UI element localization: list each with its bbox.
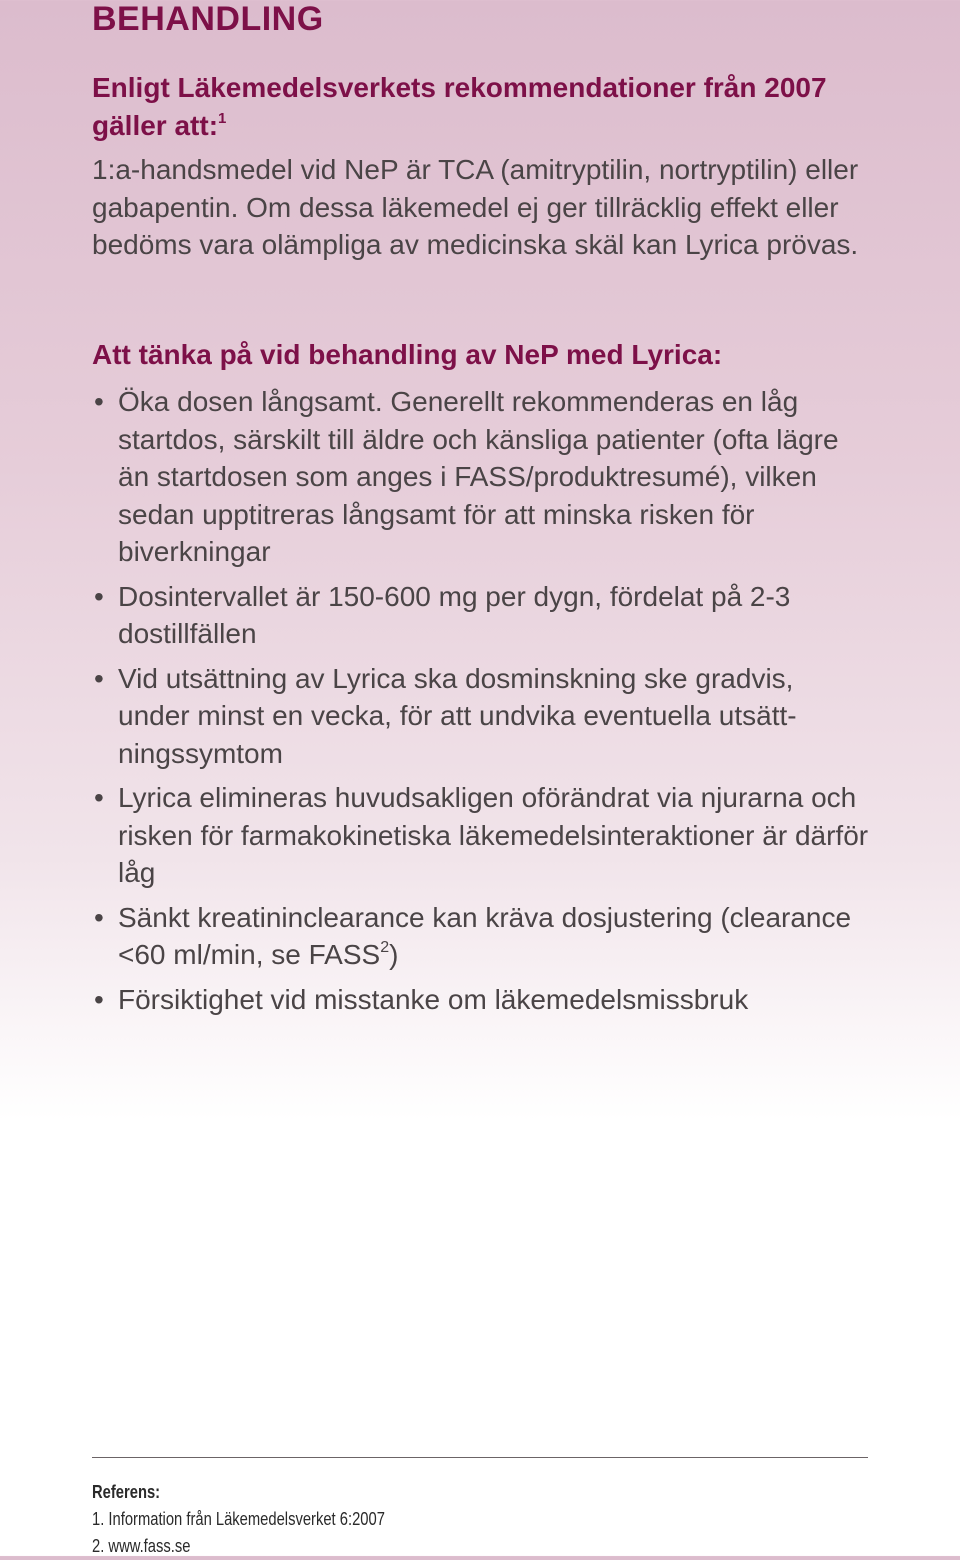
bullet-icon: •	[94, 662, 104, 694]
references	[92, 1479, 385, 1560]
list-item	[92, 383, 872, 571]
reference-item: 2. www.fass.se	[92, 1536, 191, 1556]
page-title: BEHANDLING	[92, 0, 324, 38]
list-item-text: Lyrica elimineras huvudsakligen oförändrat via njurarna och risken för farmakokinetiska läkemedelsinteraktioner är därför låg	[118, 782, 869, 888]
list-item-text-tail: )	[389, 939, 399, 970]
list-item	[92, 899, 872, 974]
list-item-text: Öka dosen långsamt. Generellt rekommenderas en låg startdos, särskilt till äldre och känsliga patienter (ofta lägre än startdosen som anges i FASS/produktresumé), vilken sedan upptitreras långsamt för att minska risken för biverkningar	[118, 386, 839, 567]
recommendations-heading	[92, 69, 852, 145]
footnote-ref-1: 1	[218, 110, 227, 127]
considerations-heading: Att tänka på vid behandling av NeP med Lyrica:	[92, 339, 723, 370]
list-item	[92, 981, 872, 1019]
reference-item: 1. Information från Läkemedelsverket 6:2007	[92, 1509, 385, 1529]
references-divider	[92, 1457, 868, 1458]
list-item-text: Vid utsättning av Lyrica ska dosminskning ske gradvis, under minst en vecka, för att undvika eventuella utsätt-ningssymtom	[118, 662, 797, 769]
references-title: Referens:	[92, 1482, 161, 1502]
list-item	[92, 660, 872, 773]
considerations-list	[92, 383, 872, 1025]
list-item-text: Sänkt kreatininclearance kan kräva dosjustering (clearance <60 ml/min, se FASS	[118, 901, 852, 970]
list-item	[92, 779, 872, 892]
bullet-icon: •	[94, 983, 104, 1015]
footnote-ref-2: 2	[380, 939, 390, 956]
bullet-icon: •	[94, 901, 104, 933]
list-item-text: Dosintervallet är 150-600 mg per dygn, fördelat på 2-3 dostillfällen	[118, 580, 791, 649]
recommendations-heading-text: Enligt Läkemedelsverkets rekommendationer från 2007 gäller att:	[92, 72, 827, 141]
bullet-icon: •	[94, 782, 104, 813]
list-item	[92, 578, 872, 653]
list-item-text: Försiktighet vid misstanke om läkemedelsmissbruk	[118, 983, 749, 1015]
bullet-icon: •	[94, 580, 104, 612]
bullet-icon: •	[94, 386, 104, 417]
recommendations-paragraph: 1:a-handsmedel vid NeP är TCA (amitryptilin, nortryptilin) eller gabapentin. Om dessa läkemedel ej ger tillräcklig effekt eller bedöms vara olämpliga av medicinska skäl kan Lyrica prövas.	[92, 154, 859, 260]
